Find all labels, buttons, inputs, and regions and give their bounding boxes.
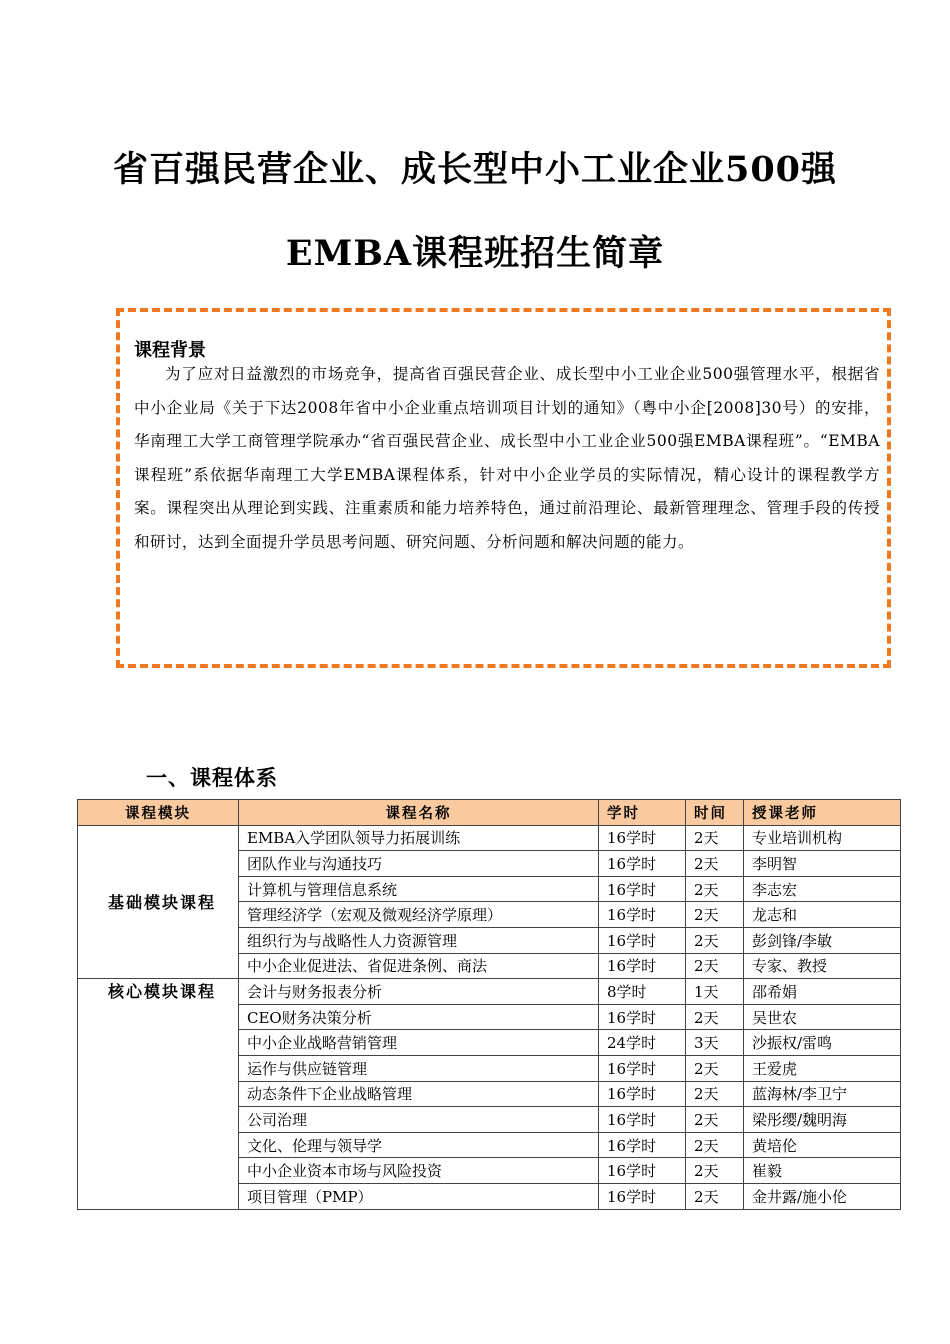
hours-cell: 16学时 (599, 1004, 686, 1030)
teacher-cell: 李明智 (744, 851, 901, 877)
days-cell: 2天 (686, 902, 744, 928)
teacher-cell: 专家、教授 (744, 953, 901, 979)
course-name-cell: 组织行为与战略性人力资源管理 (239, 927, 599, 953)
hours-cell: 16学时 (599, 1158, 686, 1184)
hours-cell: 16学时 (599, 1055, 686, 1081)
teacher-cell: 龙志和 (744, 902, 901, 928)
course-name-cell: 运作与供应链管理 (239, 1055, 599, 1081)
background-heading: 课程背景 (134, 340, 206, 361)
teacher-cell: 专业培训机构 (744, 825, 901, 851)
days-cell: 2天 (686, 825, 744, 851)
header-module: 课程模块 (78, 800, 239, 826)
hours-cell: 16学时 (599, 876, 686, 902)
teacher-cell: 金井露/施小伦 (744, 1183, 901, 1209)
days-cell: 2天 (686, 1081, 744, 1107)
course-name-cell: 文化、伦理与领导学 (239, 1132, 599, 1158)
teacher-cell: 王爱虎 (744, 1055, 901, 1081)
teacher-cell: 彭剑锋/李敏 (744, 927, 901, 953)
days-cell: 2天 (686, 1158, 744, 1184)
hours-cell: 16学时 (599, 1081, 686, 1107)
days-cell: 2天 (686, 1132, 744, 1158)
course-name-cell: 计算机与管理信息系统 (239, 876, 599, 902)
hours-cell: 16学时 (599, 851, 686, 877)
teacher-cell: 蓝海林/李卫宁 (744, 1081, 901, 1107)
hours-cell: 16学时 (599, 927, 686, 953)
course-name-cell: 团队作业与沟通技巧 (239, 851, 599, 877)
teacher-cell: 梁彤缨/魏明海 (744, 1107, 901, 1133)
teacher-cell: 黄培伦 (744, 1132, 901, 1158)
days-cell: 3天 (686, 1030, 744, 1056)
table-header-row (78, 800, 901, 826)
background-paragraph: 为了应对日益激烈的市场竞争，提高省百强民营企业、成长型中小工业企业500强管理水平，根据省中小企业局《关于下达2008年省中小企业重点培训项目计划的通知》（粤中小企[2008]30号）的安排，华南理工大学工商管理学院承办“省百强民营企业、成长型中小工业企业500强EMBA课程班”。“EMBA课程班”系依据华南理工大学EMBA课程体系，针对中小企业学员的实际情况，精心设计的课程教学方案。课程突出从理论到实践、注重素质和能力培养特色，通过前沿理论、最新管理理念、管理手段的传授和研讨，达到全面提升学员思考问题、研究问题、分析问题和解决问题的能力。 (134, 365, 880, 551)
table-row (78, 979, 901, 1005)
teacher-cell: 邵希娟 (744, 979, 901, 1005)
days-cell: 2天 (686, 1183, 744, 1209)
teacher-cell: 吴世农 (744, 1004, 901, 1030)
header-teacher: 授课老师 (744, 800, 901, 826)
hours-cell: 8学时 (599, 979, 686, 1005)
course-name-cell: 中小企业促进法、省促进条例、商法 (239, 953, 599, 979)
course-name-cell: 项目管理（PMP） (239, 1183, 599, 1209)
hours-cell: 16学时 (599, 1183, 686, 1209)
teacher-cell: 沙振权/雷鸣 (744, 1030, 901, 1056)
teacher-cell: 崔毅 (744, 1158, 901, 1184)
days-cell: 2天 (686, 851, 744, 877)
course-background-box (116, 308, 891, 668)
hours-cell: 16学时 (599, 902, 686, 928)
page-title-line2: EMBA课程班招生简章 (285, 233, 665, 274)
header-time: 时间 (686, 800, 744, 826)
course-name-cell: EMBA入学团队领导力拓展训练 (239, 825, 599, 851)
hours-cell: 16学时 (599, 825, 686, 851)
days-cell: 2天 (686, 1055, 744, 1081)
course-name-cell: 公司治理 (239, 1107, 599, 1133)
hours-cell: 16学时 (599, 1107, 686, 1133)
header-hours: 学时 (599, 800, 686, 826)
days-cell: 2天 (686, 927, 744, 953)
table-row (78, 825, 901, 851)
days-cell: 2天 (686, 876, 744, 902)
days-cell: 1天 (686, 979, 744, 1005)
days-cell: 2天 (686, 1107, 744, 1133)
course-name-cell: 中小企业战略营销管理 (239, 1030, 599, 1056)
hours-cell: 16学时 (599, 1132, 686, 1158)
section-title-course-system: 一、课程体系 (146, 766, 278, 790)
course-name-cell: CEO财务决策分析 (239, 1004, 599, 1030)
teacher-cell: 李志宏 (744, 876, 901, 902)
days-cell: 2天 (686, 953, 744, 979)
page-title-line1: 省百强民营企业、成长型中小工业企业500强 (112, 149, 838, 190)
hours-cell: 16学时 (599, 953, 686, 979)
header-course-name: 课程名称 (239, 800, 599, 826)
module-basic: 基础模块课程 (78, 825, 239, 979)
course-name-cell: 管理经济学（宏观及微观经济学原理） (239, 902, 599, 928)
days-cell: 2天 (686, 1004, 744, 1030)
course-name-cell: 会计与财务报表分析 (239, 979, 599, 1005)
module-core: 核心模块课程 (78, 979, 239, 1209)
course-name-cell: 中小企业资本市场与风险投资 (239, 1158, 599, 1184)
course-table (77, 799, 901, 1210)
hours-cell: 24学时 (599, 1030, 686, 1056)
course-name-cell: 动态条件下企业战略管理 (239, 1081, 599, 1107)
